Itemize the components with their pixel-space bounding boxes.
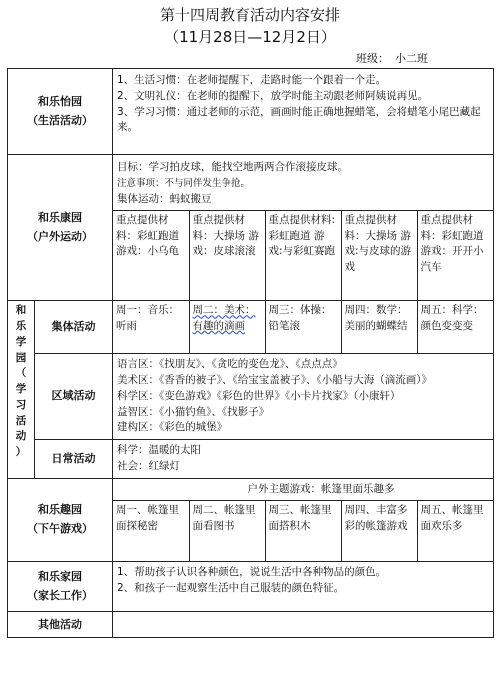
study-group-row bbox=[8, 301, 494, 354]
afternoon-day-wed: 周三、帐篷里面搭积木 bbox=[265, 501, 341, 561]
daily-activity-content bbox=[113, 440, 494, 479]
class-name: 小二班 bbox=[395, 52, 428, 65]
afternoon-theme: 户外主题游戏：帐篷里面乐趣多 bbox=[113, 479, 493, 502]
group-activity-label: 集体活动 bbox=[35, 301, 113, 354]
life-label: 和乐怡园 （生活活动） bbox=[8, 69, 113, 155]
afternoon-row bbox=[8, 478, 494, 562]
family-line: 1、帮助孩子认识各种颜色，说说生活中各种物品的颜色。 bbox=[117, 566, 387, 579]
family-label: 和乐家园 （家长工作） bbox=[8, 562, 113, 612]
afternoon-label: 和乐趣园 （下午游戏） bbox=[8, 478, 113, 562]
afternoon-day-mon: 周一、帐篷里面探秘密 bbox=[113, 501, 189, 561]
group-day-thu: 周四：数学：美丽的蝴蝶结 bbox=[341, 301, 417, 353]
life-line: 3、学习习惯：通过老师的示范，画画时能正确地握蜡笔，会将蜡笔小尾巴藏起来。 bbox=[117, 105, 481, 134]
area-line: 科学区：《变色游戏》《彩色的世界》《小卡片找家》（小康轩） bbox=[117, 389, 401, 402]
group-day-tue-text: 周二：美术：有趣的滴画 bbox=[192, 304, 256, 333]
class-label: 班级： bbox=[356, 52, 389, 65]
daily-row bbox=[8, 440, 494, 479]
class-info bbox=[356, 50, 428, 66]
other-row bbox=[8, 612, 494, 638]
area-line: 美术区：《香香的被子》、《给宝宝盖被子》、《小船与大海（滴流画）》 bbox=[117, 374, 432, 387]
outdoor-day-tue: 重点提供材料：大操场 游戏：皮球滚滚 bbox=[189, 210, 265, 300]
life-row bbox=[8, 69, 494, 155]
life-line: 1、生活习惯：在老师提醒下，走路时能一个跟着一个走。 bbox=[117, 74, 387, 86]
afternoon-day-fri: 周五、帐篷里面欢乐多 bbox=[420, 504, 484, 533]
life-content bbox=[113, 69, 494, 155]
schedule-table bbox=[7, 68, 494, 638]
daily-line: 科学：温暖的太阳 bbox=[117, 444, 201, 457]
outdoor-row bbox=[8, 155, 494, 301]
outdoor-group: 集体运动：蚂蚁搬豆 bbox=[117, 192, 212, 205]
group-day-mon: 周一：音乐：听雨 bbox=[113, 301, 189, 353]
afternoon-content bbox=[113, 478, 494, 562]
afternoon-day-thu: 周四、丰富多彩的帐篷游戏 bbox=[341, 501, 417, 561]
area-activity-content bbox=[113, 354, 494, 440]
group-day-tue bbox=[189, 301, 265, 353]
outdoor-day-mon: 重点提供材料：彩虹跑道 游戏：小乌龟 bbox=[113, 210, 189, 300]
family-content bbox=[113, 562, 494, 612]
area-activity-label: 区域活动 bbox=[35, 354, 113, 440]
life-line: 2、文明礼仪：在老师的提醒下，放学时能主动跟老师阿姨说再见。 bbox=[117, 89, 429, 102]
outdoor-content bbox=[113, 155, 494, 301]
group-day-fri: 周五：科学：颜色变变变 bbox=[420, 304, 484, 333]
family-row bbox=[8, 562, 494, 612]
area-row bbox=[8, 354, 494, 440]
outdoor-label: 和乐康园 （户外运动） bbox=[8, 155, 113, 301]
daily-line: 社会：红绿灯 bbox=[117, 459, 180, 472]
area-line: 建构区：《彩色的城堡》 bbox=[117, 421, 228, 434]
area-line: 语言区：《找朋友》、《贪吃的变色龙》、《点点点》 bbox=[117, 358, 343, 371]
family-line: 2、和孩子一起观察生活中自己服装的颜色特征。 bbox=[117, 582, 345, 595]
outdoor-note: 注意事项：不与同伴发生争抢。 bbox=[117, 177, 251, 189]
outdoor-goal: 目标：学习拍皮球，能找空地两两合作滚接皮球。 bbox=[117, 161, 348, 173]
outdoor-day-fri: 重点提供材料：彩虹跑道 游戏：开开小汽车 bbox=[417, 210, 493, 300]
other-label: 其他活动 bbox=[8, 612, 113, 638]
afternoon-day-tue: 周二、帐篷里面看图书 bbox=[189, 501, 265, 561]
outdoor-day-wed: 重点提供材料:彩虹跑道 游戏:与彩虹赛跑 bbox=[265, 210, 341, 300]
group-day-wed: 周三：体操：铅笔滚 bbox=[265, 301, 341, 353]
daily-activity-label: 日常活动 bbox=[35, 440, 113, 479]
date-range: （11月28日—12月2日） bbox=[164, 28, 336, 46]
outdoor-days bbox=[113, 210, 493, 301]
group-activity-content bbox=[113, 301, 494, 354]
outdoor-day-thu: 重点提供材料：大操场 游戏:与皮球的游戏 bbox=[341, 210, 417, 300]
other-content bbox=[113, 612, 494, 638]
page-title: 第十四周教育活动内容安排 bbox=[159, 6, 340, 24]
study-label: 和 乐 学 园 （ 学 习 活 动 ） bbox=[8, 301, 35, 478]
area-line: 益智区：《小猫钓鱼》、《找影子》 bbox=[117, 405, 270, 418]
